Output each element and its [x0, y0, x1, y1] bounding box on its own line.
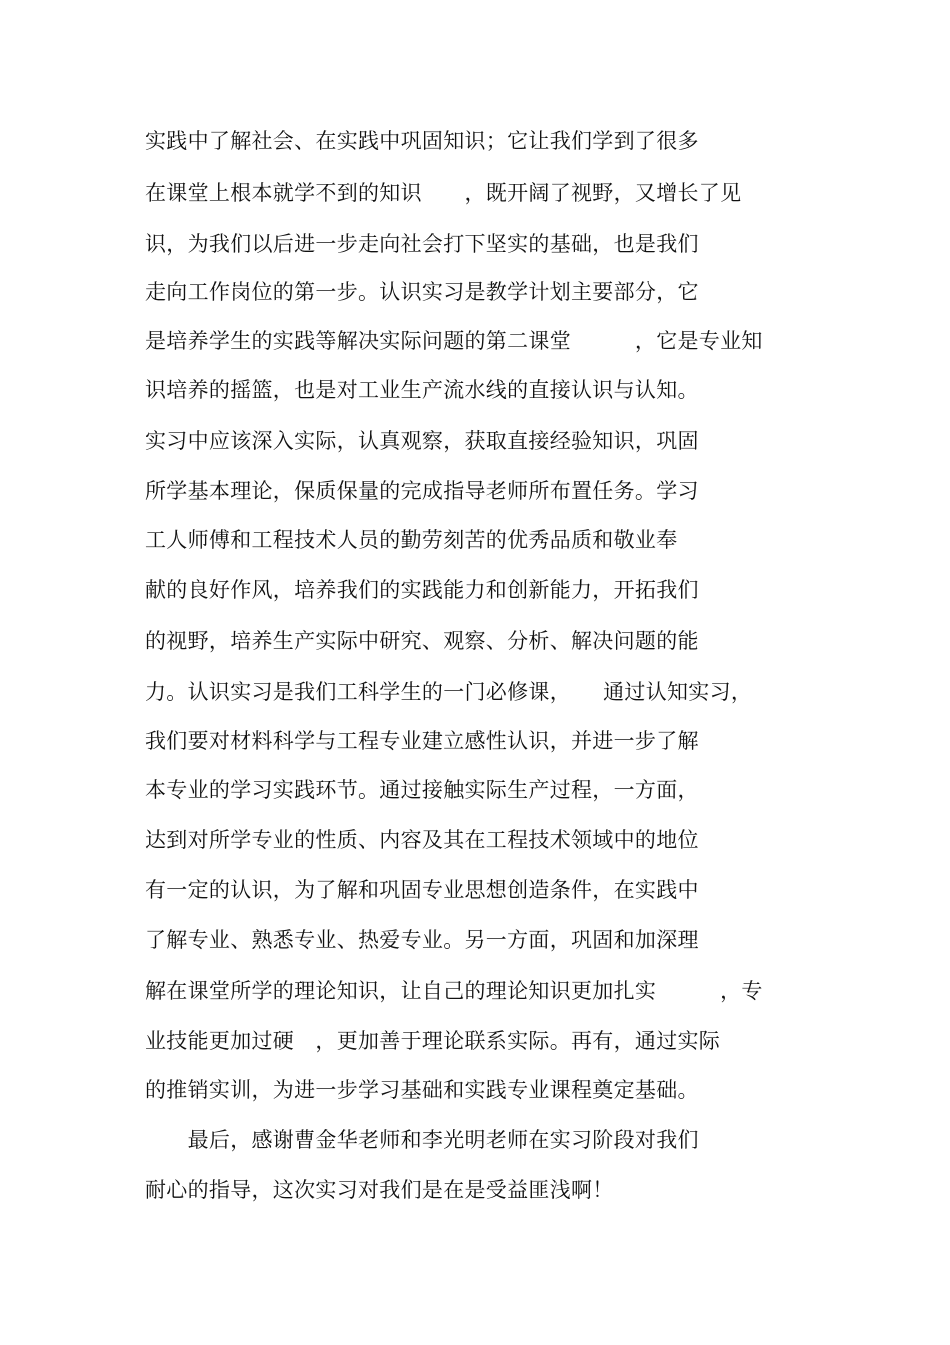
text-line: 在课堂上根本就学不到的知识 ，既开阔了视野，又增长了见 [145, 181, 742, 205]
text-line: 识，为我们以后进一步走向社会打下坚实的基础，也是我们 [145, 232, 699, 256]
text-line: 的推销实训，为进一步学习基础和实践专业课程奠定基础。 [145, 1078, 699, 1102]
text-line: 工人师傅和工程技术人员的勤劳刻苦的优秀品质和敬业奉 [145, 528, 678, 552]
text-line: 走向工作岗位的第一步。认识实习是教学计划主要部分，它 [145, 280, 699, 304]
text-line: 力。认识实习是我们工科学生的一门必修课， 通过认知实习， [145, 680, 753, 704]
text-line: 最后，感谢曹金华老师和李光明老师在实习阶段对我们 [145, 1128, 699, 1152]
text-line: 识培养的摇篮，也是对工业生产流水线的直接认识与认知。 [145, 378, 699, 402]
text-line: 本专业的学习实践环节。通过接触实际生产过程，一方面， [145, 778, 699, 802]
text-line: 所学基本理论，保质保量的完成指导老师所布置任务。学习 [145, 479, 699, 503]
text-line: 了解专业、熟悉专业、热爱专业。另一方面，巩固和加深理 [145, 928, 699, 952]
text-line: 的视野，培养生产实际中研究、观察、分析、解决问题的能 [145, 629, 699, 653]
text-line: 业技能更加过硬 ，更加善于理论联系实际。再有，通过实际 [145, 1029, 721, 1053]
text-line: 解在课堂所学的理论知识，让自己的理论知识更加扎实 ，专 [145, 979, 763, 1003]
text-line: 耐心的指导，这次实习对我们是在是受益匪浅啊！ [145, 1178, 614, 1202]
text-line: 是培养学生的实践等解决实际问题的第二课堂 ，它是专业知 [145, 329, 763, 353]
text-line: 实践中了解社会、在实践中巩固知识；它让我们学到了很多 [145, 129, 699, 153]
text-line: 有一定的认识，为了解和巩固专业思想创造条件，在实践中 [145, 878, 699, 902]
text-line: 我们要对材料科学与工程专业建立感性认识，并进一步了解 [145, 729, 699, 753]
text-line: 献的良好作风，培养我们的实践能力和创新能力，开拓我们 [145, 578, 699, 602]
text-line: 达到对所学专业的性质、内容及其在工程技术领域中的地位 [145, 828, 699, 852]
text-line: 实习中应该深入实际，认真观察，获取直接经验知识，巩固 [145, 429, 699, 453]
